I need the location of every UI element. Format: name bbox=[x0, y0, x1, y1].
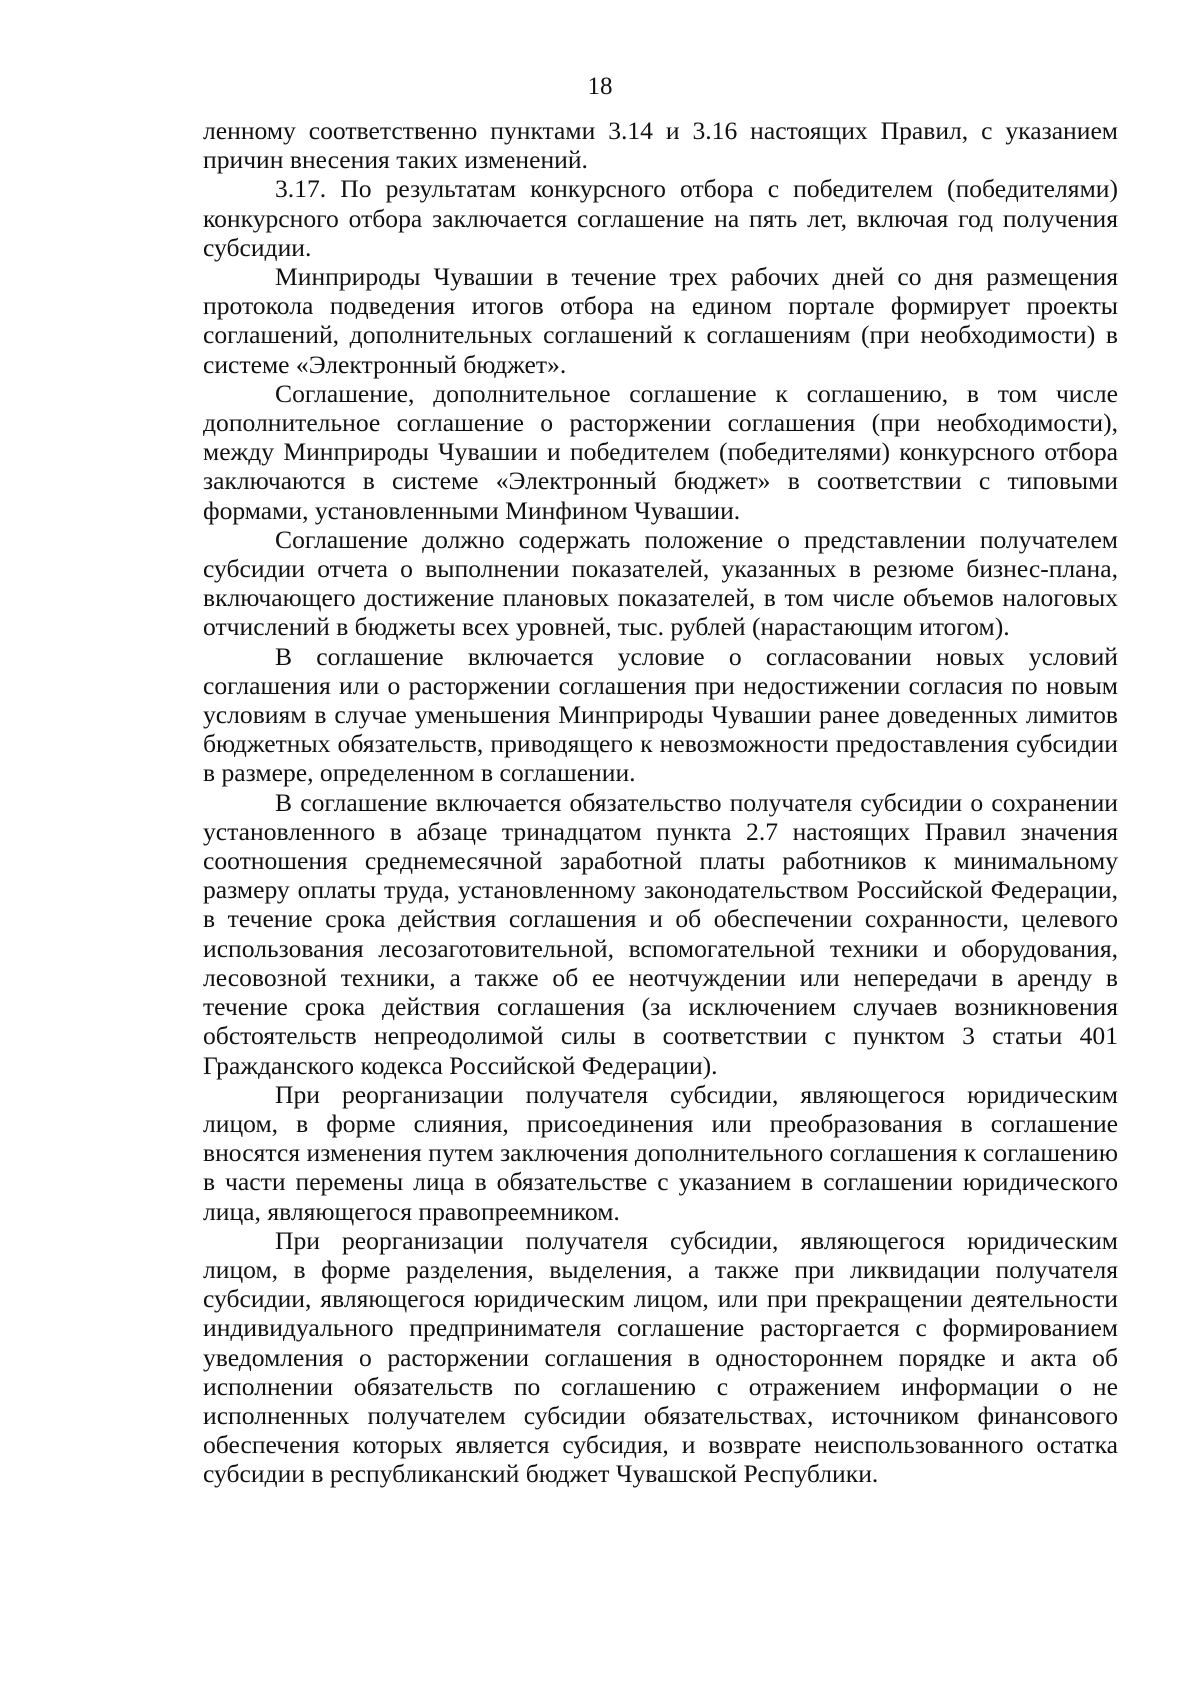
page-number: 18 bbox=[587, 73, 613, 100]
paragraph-reorganization-division: При реорганизации получателя субсидии, являющегося юридическим лицом, в форме разделения, выделения, а также при ликвидации получателя субсидии, являющегося юридическим лицом, или при прекращении деятельности индивидуального предпринимателя соглашение расторгается с формированием уведомления о расторжении соглашения в одностороннем порядке и акта об исполнении обязательств по соглашению с отражением информации о не исполненных получателем субсидии обязательствах, источником финансового обеспечения которых является субсидия, и возврате неиспользованного остатка субсидии в республиканский бюджет Чувашской Республики. bbox=[203, 1225, 1118, 1489]
document-body bbox=[203, 116, 1118, 1489]
paragraph-projects-formation: Минприроды Чувашии в течение трех рабочих дней со дня размещения протокола подведения итогов отбора на едином портале формирует проекты соглашений, дополнительных соглашений к соглашениям (при необходимости) в системе «Электронный бюджет». bbox=[203, 262, 1118, 379]
paragraph-new-conditions: В соглашение включается условие о согласовании новых условий соглашения или о расторжении соглашения при недостижении согласия по новым условиям в случае уменьшения Минприроды Чувашии ранее доведенных лимитов бюджетных обязательств, приводящего к невозможности предоставления субсидии в размере, определенном в соглашении. bbox=[203, 641, 1118, 788]
paragraph-recipient-obligation: В соглашение включается обязательство получателя субсидии о сохранении установленного в абзаце тринадцатом пункта 2.7 настоящих Правил значения соотношения среднемесячной заработной платы работников к минимальному размеру оплаты труда, установленному законодательством Российской Федерации, в течение срока действия соглашения и об обеспечении сохранности, целевого использования лесозаготовительной, вспомогательной техники и оборудования, лесовозной техники, а также об ее неотчуждении или непередачи в аренду в течение срока действия соглашения (за исключением случаев возникновения обстоятельств непреодолимой силы в соответствии с пунктом 3 статьи 401 Гражданского кодекса Российской Федерации). bbox=[203, 787, 1118, 1080]
paragraph-reorganization-merger: При реорганизации получателя субсидии, являющегося юридическим лицом, в форме слияния, присоединения или преобразования в соглашение вносятся изменения путем заключения дополнительного соглашения к соглашению в части перемены лица в обязательстве с указанием в соглашении юридического лица, являющегося правопреемником. bbox=[203, 1079, 1118, 1226]
paragraph-continuation: ленному соответственно пунктами 3.14 и 3.16 настоящих Правил, с указанием причин внесения таких изменений. bbox=[203, 116, 1118, 175]
paragraph-agreement-conclusion: Соглашение, дополнительное соглашение к соглашению, в том числе дополнительное соглашение о расторжении соглашения (при необходимости), между Минприроды Чувашии и победителем (победителями) конкурсного отбора заключаются в системе «Электронный бюджет» в соответствии с типовыми формами, установленными Минфином Чувашии. bbox=[203, 378, 1118, 525]
paragraph-report-provision: Соглашение должно содержать положение о представлении получателем субсидии отчета о выполнении показателей, указанных в резюме бизнес-плана, включающего достижение плановых показателей, в том числе объемов налоговых отчислений в бюджеты всех уровней, тыс. рублей (нарастающим итогом). bbox=[203, 524, 1118, 642]
paragraph-3-17: 3.17. По результатам конкурсного отбора с победителем (победителями) конкурсного отбора заключается соглашение на пять лет, включая год получения субсидии. bbox=[203, 174, 1118, 262]
